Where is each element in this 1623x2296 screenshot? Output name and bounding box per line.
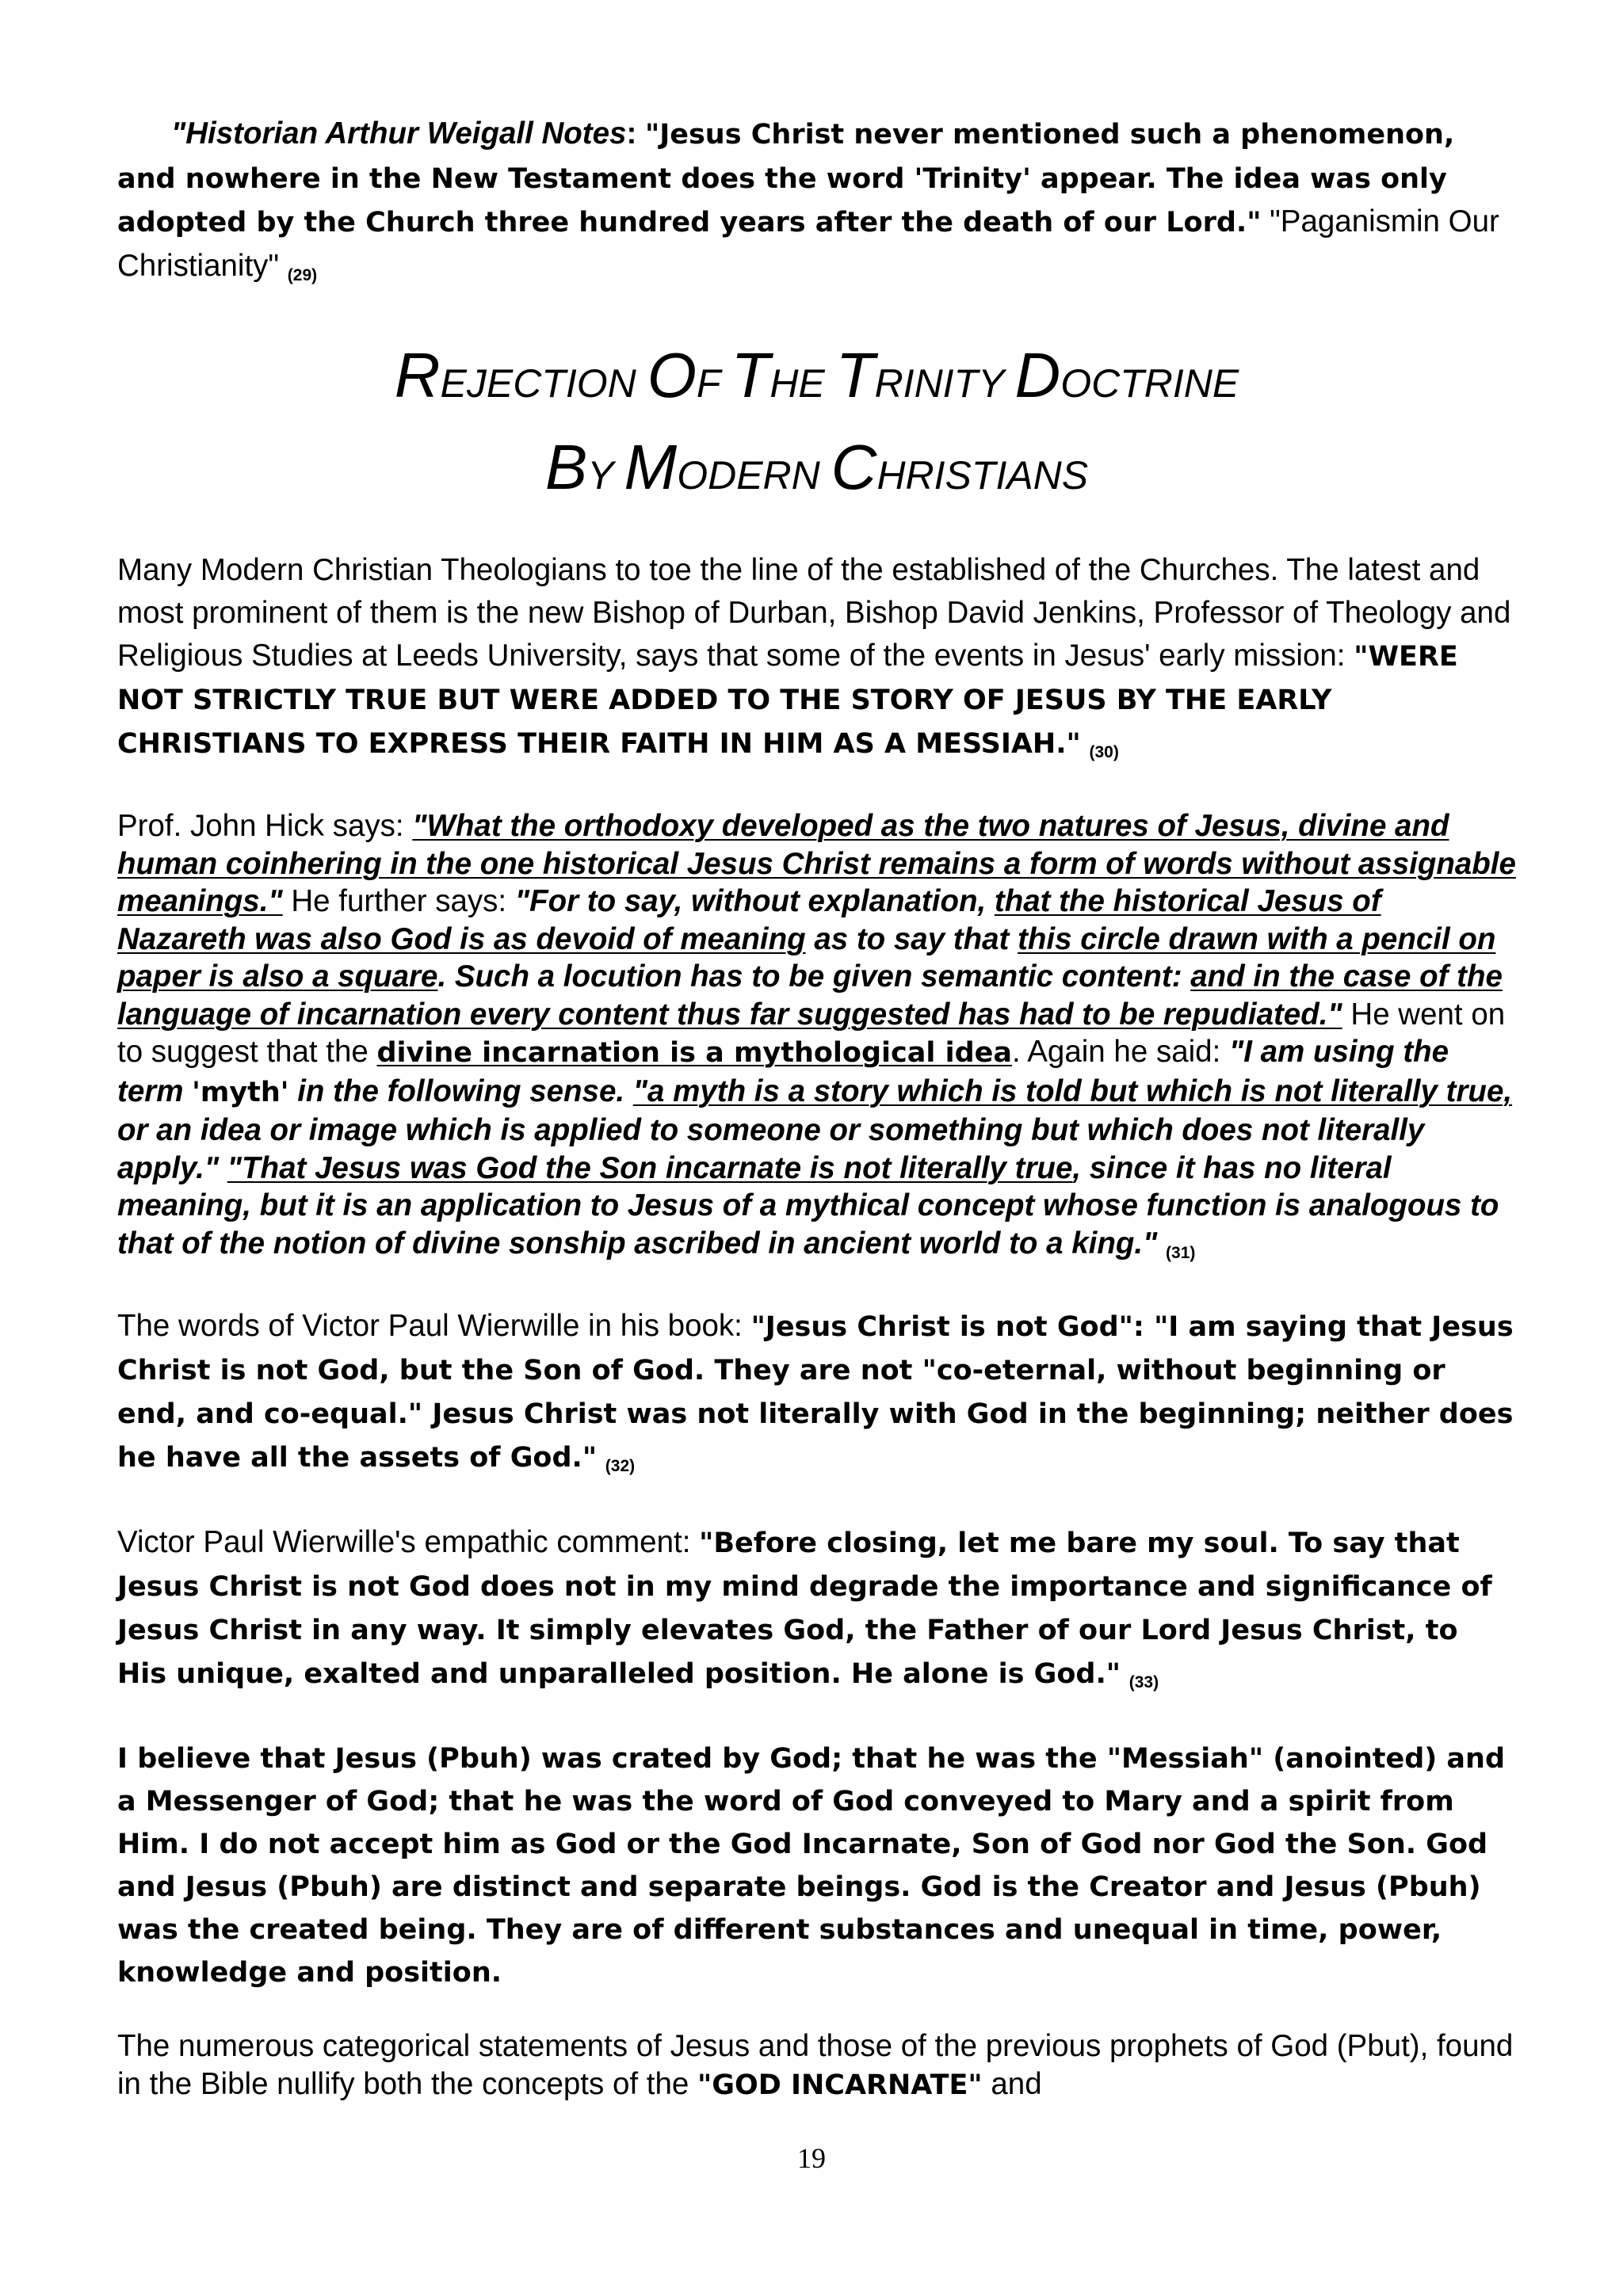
theologians-paragraph [117,549,1516,774]
theologians-text: Many Modern Christian Theologians to toe the line of the established of the Churches. The latest and most prominent of them is the new Bishop of Durban, Bishop David Jenkins, Professor of Theology and Religious Studies at Leeds University, says that some of the events in Jesus' early mission: [117,553,1511,673]
hick-quote: "I am using the term [117,1035,1449,1108]
footnote-ref-32: (32) [605,1457,636,1475]
hick-quote: , since it has no literal meaning, but it is an application to Jesus of a mythical concept whose function is analogous to that of the notion of divine sonship ascribed in ancient world to a king." [117,1150,1499,1261]
heading-word: Y [587,453,624,498]
footnote-ref-31: (31) [1166,1243,1196,1262]
wierwille-comment-text: Victor Paul Wierwille's empathic comment: [117,1525,700,1559]
closing-tail: and [982,2066,1042,2101]
page-body [117,113,1516,2104]
heading-cap: C [831,432,877,502]
hick-text: Prof. John Hick says: [117,809,413,843]
weigall-colon: : [626,116,645,151]
heading-cap: T [731,340,770,410]
heading-cap: B [544,432,588,502]
hick-quote: . Such a locution has to be given semantic content: [437,959,1191,994]
footnote-ref-30: (30) [1089,743,1119,761]
wierwille-comment-quote: "Before closing, let me bare my soul. To say that Jesus Christ is not God does not in my mind degrade the importance and significance of Jesus Christ in any way. It simply elevates God, the Father of our Lord Jesus Christ, to His unique, exalted and unparalleled position. He alone is God." [117,1527,1492,1690]
hick-quote: as to say that [805,921,1018,956]
hick-quote-underlined: "What the orthodoxy developed as the two natures of Jesus, divine and human coinhering in the one historical Jesus Christ remains a form of words without assignable meanings." [117,809,1516,918]
weigall-lead: "Historian Arthur Weigall Notes [171,116,627,151]
heading-word: F [696,361,731,406]
belief-paragraph: I believe that Jesus (Pbuh) was crated by God; that he was the "Messiah" (anointed) and a Messenger of God; that he was the word of God conveyed to Mary and a spirit from Him. I do not accept him as God or the God Incarnate, Son of God nor God the Son. God and Jesus (Pbuh) are distinct and separate beings. God is the Creator and Jesus (Pbuh) was the created being. They are of different substances and unequal in time, power, knowledge and position. [117,1743,1506,1989]
section-heading [117,334,1516,517]
wierwille-book-paragraph [117,1305,1516,1488]
hick-text: He further says: [282,884,515,918]
god-incarnate-term: "GOD INCARNATE" [697,2069,983,2101]
wierwille-book-quote: "Jesus Christ is not God": "I am saying that Jesus Christ is not God, but the Son of God. They are not "co-eternal, without beginning or end, and co-equal." Jesus Christ was not literally with God in the beginning; neither does he have all the assets of God." [117,1311,1514,1474]
hick-text: . Again he said: [1011,1035,1229,1069]
hick-text: He went on to suggest that the [117,997,1506,1069]
heading-word: ODERN [677,453,831,498]
closing-text: The numerous categorical statements of Jesus and those of the previous prophets of God (Pbut), found in the Bible nullify both the concepts of the [117,2029,1514,2101]
hick-quote-underlined: this circle drawn with a pencil on paper is also a square [117,921,1496,994]
hick-quote: in the following sense. [288,1074,633,1108]
heading-word: OCTRINE [1060,361,1239,406]
hick-quote-underlined: that the historical Jesus of Nazareth was also God is as devoid of meaning [117,884,1381,956]
weigall-paragraph [117,113,1516,297]
hick-quote: "For to say, without explanation, [514,884,995,918]
closing-paragraph [117,2027,1516,2104]
footnote-ref-29: (29) [287,265,318,284]
hick-quote: or an idea or image which is applied to someone or something but which does not literally apply." [117,1113,1425,1185]
heading-word: HE [769,361,836,406]
heading-word: HRISTIANS [876,453,1089,498]
hick-paragraph [117,807,1516,1272]
heading-word: RINITY [874,361,1015,406]
weigall-source: "Paganismin Our Christianity" [117,204,1499,283]
heading-line-1 [117,334,1516,425]
hick-quote-underlined: "That Jesus was God the Son incarnate is not literally true [227,1150,1073,1185]
heading-cap: O [647,340,697,410]
footnote-ref-33: (33) [1128,1673,1159,1691]
wierwille-book-text: The words of Victor Paul Wierwille in his book: [117,1309,751,1343]
heading-cap: M [624,432,678,502]
page-number: 19 [797,2142,826,2174]
wierwille-comment-paragraph [117,1521,1516,1704]
heading-line-2 [117,425,1516,517]
heading-cap: R [394,340,441,410]
hick-myth-term: 'myth' [192,1076,289,1108]
jenkins-quote: "WERE NOT STRICTLY TRUE BUT WERE ADDED TO THE STORY OF JESUS BY THE EARLY CHRISTIANS TO EXPRESS THEIR FAITH IN HIM AS A MESSIAH." [117,641,1458,760]
hick-mythological-idea: divine incarnation is a mythological idea [376,1037,1012,1069]
heading-cap: D [1014,340,1061,410]
heading-cap: T [835,340,875,410]
heading-word: EJECTION [440,361,647,406]
hick-quote-underlined: "a myth is a story which is told but which is not literally true, [632,1074,1513,1108]
weigall-quote: "Jesus Christ never mentioned such a phenomenon, and nowhere in the New Testament does the word 'Trinity' appear. The idea was only adopted by the Church three hundred years after the death of our Lord." [117,119,1455,238]
hick-quote-underlined: and in the case of the language of incarnation every content thus far suggested has had to be repudiated." [117,959,1503,1032]
